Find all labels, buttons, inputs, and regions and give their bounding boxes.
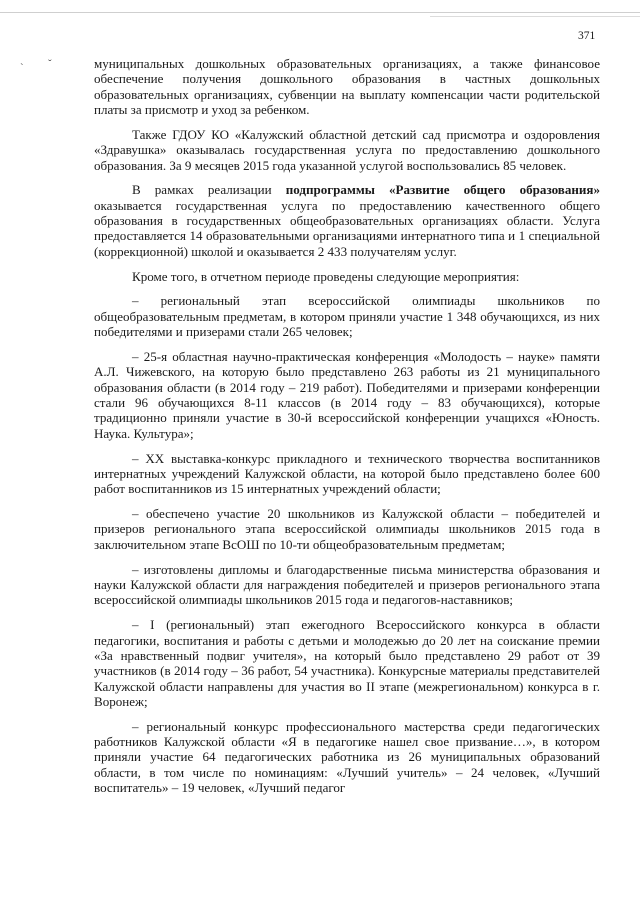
list-item: – изготовлены дипломы и благодарственные письма министерства образования и науки Калужской области для награждения победителей и призеров регионального этапа всероссийской олимпиады школьников 2015 года и педагогов-наставников; bbox=[94, 561, 600, 608]
list-item: – XX выставка-конкурс прикладного и технического творчества воспитанников интернатных учреждений Калужской области, на которой было представлено более 600 работ воспитанников из 15 интернатных учреждений области; bbox=[94, 450, 600, 497]
list-item: – I (региональный) этап ежегодного Всероссийского конкурса в области педагогики, воспитания и работы с детьми и молодежью до 20 лет на соискание премии «За нравственный подвиг учителя», на который было представлено 29 работ от 39 участников (в 2014 году – 36 работ, 54 участника). Конкурсные материалы представителей Калужской области направлены для участия во II этапе (межрегиональном) конкурса в г. Воронеж; bbox=[94, 617, 600, 709]
list-item: – обеспечено участие 20 школьников из Калужской области – победителей и призеров регионального этапа всероссийской олимпиады школьников 2015 года в заключительном этапе ВсОШ по 10-ти общеобразовательным предметам; bbox=[94, 506, 600, 552]
paragraph: Кроме того, в отчетном периоде проведены следующие мероприятия: bbox=[132, 268, 520, 284]
list-item: – региональный этап всероссийской олимпиады школьников по общеобразовательным предметам, в котором приняли участие 1 348 обучающихся, из них победителями и призерами стали 265 человек; bbox=[94, 293, 600, 340]
subprogram-title: подпрограммы «Развитие общего образования» bbox=[285, 182, 600, 198]
paragraph bbox=[94, 182, 600, 259]
scan-artifact-line bbox=[0, 12, 640, 13]
page-number: 371 bbox=[578, 30, 596, 42]
paragraph-text: оказывается государственная услуга по предоставлению качественного общего образования в государственных общеобразовательных организациях области. Услуга предоставляется 14 образовательными организациями интернатного типа и 1 специальной (коррекционной) школой и оказывается 2 433 получателям услуг. bbox=[94, 197, 600, 259]
list-item: – региональный конкурс профессионального мастерства среди педагогических работников Калужской области «Я в педагогике нашел свое призвание…», в котором приняли участие 64 педагогических работника из 26 муниципальных образований области, в том числе по номинациям: «Лучший учитель» – 24 человек, «Лучший воспитатель» – 19 человек, «Лучший педагог bbox=[94, 718, 600, 796]
paragraph-text: В рамках реализации bbox=[132, 182, 286, 198]
margin-mark: ˇ bbox=[48, 58, 52, 70]
scan-artifact-line bbox=[430, 16, 640, 17]
document-body bbox=[94, 56, 600, 805]
paragraph: муниципальных дошкольных образовательных организациях, а также финансовое обеспечение получения дошкольного образования в частных дошкольных образовательных организациях, субвенции на выплату компенсации части родительской платы за присмотр и уход за ребенком. bbox=[94, 56, 600, 118]
list-item: – 25-я областная научно-практическая конференция «Молодость – науке» памяти А.Л. Чижевского, на которую было представлено 263 работы из 21 муниципального образования области (в 2014 году – 219 работ). Победителями и призерами конференции стали 96 обучающихся 8-11 классов (в 2014 году – 83 обучающихся), которые традиционно приняли участие в 30-й всероссийской конференции учащихся «Юность. Наука. Культура»; bbox=[94, 349, 600, 441]
paragraph: Также ГДОУ КО «Калужский областной детский сад присмотра и оздоровления «Здравушка» оказывалась государственная услуга по предоставлению дошкольного образования. За 9 месяцев 2015 года указанной услугой воспользовались 85 человек. bbox=[94, 126, 600, 173]
margin-mark: ˋ bbox=[20, 62, 24, 74]
